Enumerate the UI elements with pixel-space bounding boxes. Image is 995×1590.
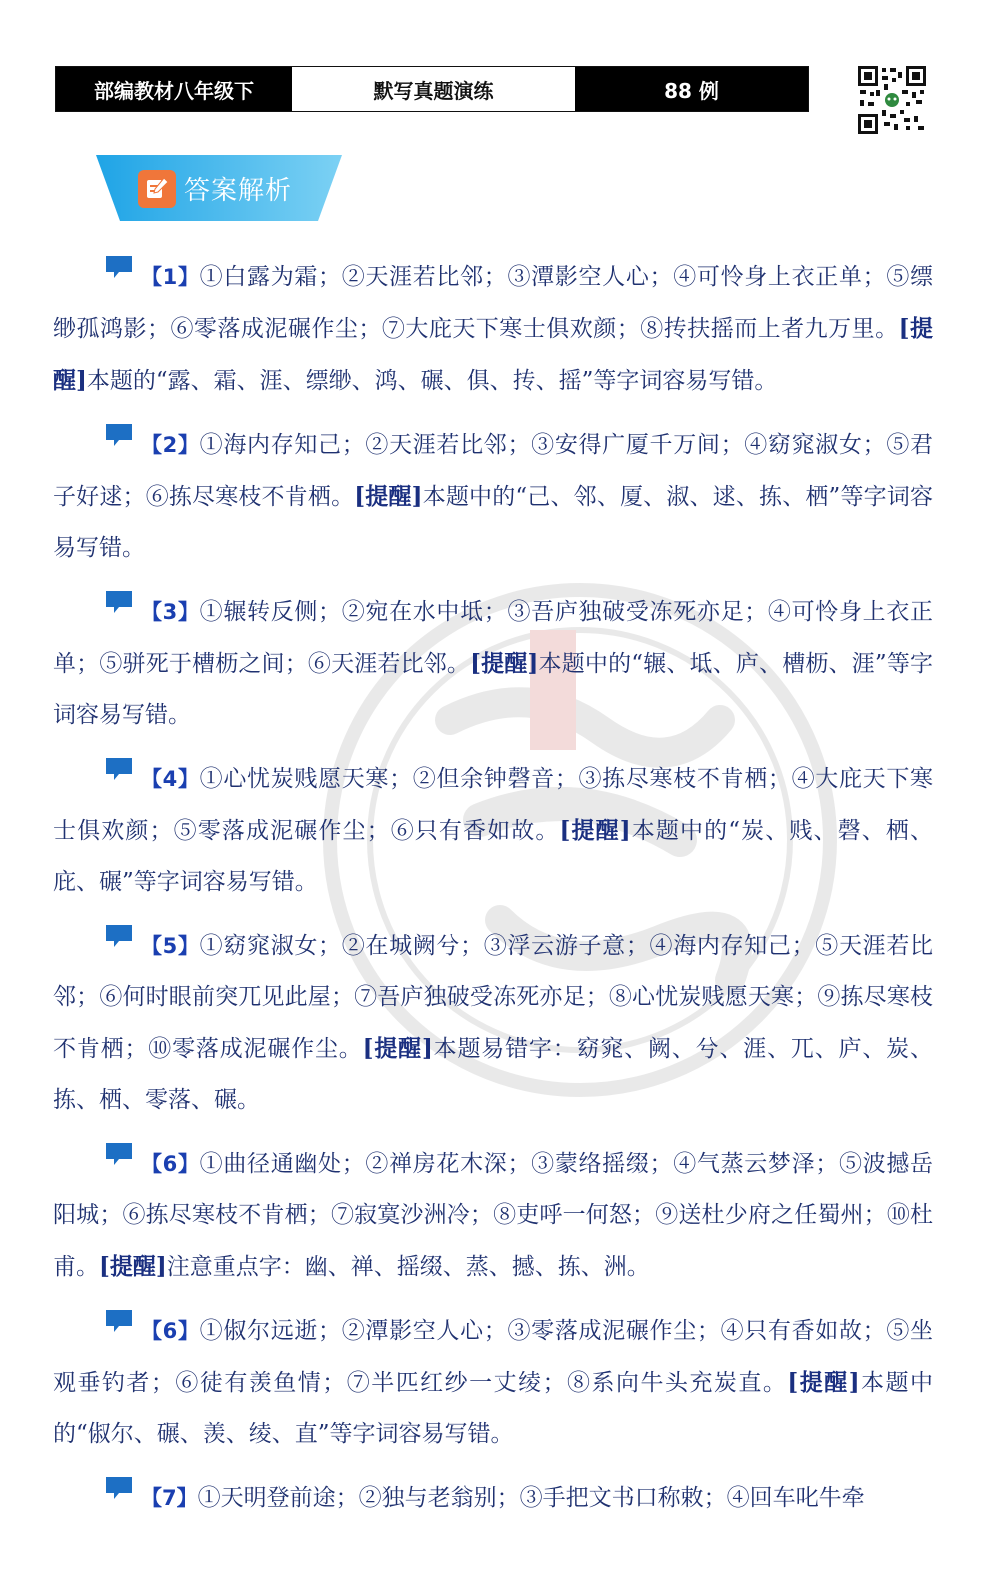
tip-label: [提醒] — [787, 1369, 860, 1396]
item-answer: ①辗转反侧；②宛在水中坻；③吾庐独破受冻死亦足；④可怜身上衣正单；⑤骈死于槽枥之间；⑥天涯若比邻。 — [53, 599, 933, 677]
list-item — [53, 921, 933, 1126]
item-answer: ①海内存知己；②天涯若比邻；③安得广厦千万间；④窈窕淑女；⑤君子好逑；⑥拣尽寒枝不肯栖。 — [53, 432, 933, 510]
tip-label: [提醒] — [53, 315, 933, 394]
list-item — [53, 1139, 933, 1293]
item-answer: ①窈窕淑女；②在城阙兮；③浮云游子意；④海内存知己；⑤天涯若比邻；⑥何时眼前突兀见此屋；⑦吾庐独破受冻死亦足；⑧心忧炭贱愿天寒；⑨拣尽寒枝不肯栖；⑩零落成泥碾作尘。 — [53, 933, 933, 1062]
tip-label: [提醒] — [559, 817, 631, 844]
pencil-note-icon — [138, 170, 176, 208]
list-item — [53, 587, 933, 741]
speech-bubble-icon — [105, 757, 133, 781]
tip-text: 注意重点字：幽、禅、摇缀、蒸、撼、拣、洲。 — [166, 1254, 650, 1280]
item-number: 【6】 — [141, 1319, 200, 1343]
list-item — [53, 1473, 933, 1524]
header-count: 88 例 — [575, 67, 808, 111]
speech-bubble-icon — [105, 423, 133, 447]
item-number: 【5】 — [141, 934, 200, 958]
header-title: 默写真题演练 — [292, 67, 575, 111]
item-answer: ①俶尔远逝；②潭影空人心；③零落成泥碾作尘；④只有香如故；⑤坐观垂钓者；⑥徒有羡鱼情；⑦半匹红纱一丈绫；⑧系向牛头充炭直。 — [53, 1318, 933, 1396]
section-title: 答案解析 — [184, 176, 293, 206]
header-textbook: 部编教材八年级下 — [56, 67, 292, 111]
item-answer: ①白露为霜；②天涯若比邻；③潭影空人心；④可怜身上衣正单；⑤缥缈孤鸿影；⑥零落成泥碾作尘；⑦大庇天下寒士俱欢颜；⑧抟扶摇而上者九万里。 — [53, 264, 933, 342]
speech-bubble-icon — [105, 924, 133, 948]
answer-list — [53, 252, 933, 1537]
tip-text: 本题的“露、霜、涯、缥缈、鸿、碾、俱、抟、摇”等字词容易写错。 — [86, 368, 778, 394]
list-item — [53, 252, 933, 407]
tip-text: 本题中的“己、邻、厦、淑、逑、拣、栖”等字词容易写错。 — [53, 484, 933, 561]
tip-label: [提醒] — [354, 483, 423, 510]
speech-bubble-icon — [105, 1309, 133, 1333]
item-number: 【2】 — [141, 433, 200, 457]
page-header — [55, 66, 809, 112]
speech-bubble-icon — [105, 1476, 133, 1500]
item-answer: ①天明登前途；②独与老翁别；③手把文书口称敕；④回车叱牛牵 — [197, 1485, 865, 1511]
list-item — [53, 1306, 933, 1460]
item-number: 【4】 — [141, 767, 200, 791]
tip-label: [提醒] — [99, 1253, 167, 1280]
list-item — [53, 420, 933, 574]
item-number: 【7】 — [141, 1486, 198, 1510]
tip-text: 本题中的“俶尔、碾、羡、绫、直”等字词容易写错。 — [53, 1370, 934, 1447]
item-number: 【3】 — [141, 600, 200, 624]
tip-label: [提醒] — [362, 1035, 433, 1062]
qr-code-icon[interactable] — [858, 66, 926, 134]
list-item — [53, 754, 933, 908]
speech-bubble-icon — [105, 590, 133, 614]
item-answer: ①心忧炭贱愿天寒；②但余钟磬音；③拣尽寒枝不肯栖；④大庇天下寒士俱欢颜；⑤零落成泥碾作尘；⑥只有香如故。 — [53, 766, 933, 844]
tip-label: [提醒] — [470, 650, 539, 677]
tip-text: 本题中的“辗、坻、庐、槽枥、涯”等字词容易写错。 — [53, 651, 933, 728]
tip-text: 本题易错字：窈窕、阙、兮、涯、兀、庐、炭、拣、栖、零落、碾。 — [53, 1036, 934, 1113]
item-number: 【6】 — [141, 1152, 200, 1176]
item-answer: ①曲径通幽处；②禅房花木深；③蒙络摇缀；④气蒸云梦泽；⑤波撼岳阳城；⑥拣尽寒枝不肯栖；⑦寂寞沙洲冷；⑧吏呼一何怒；⑨送杜少府之任蜀州；⑩杜甫。 — [53, 1151, 933, 1280]
speech-bubble-icon — [105, 255, 133, 279]
tip-text: 本题中的“炭、贱、磬、栖、庇、碾”等字词容易写错。 — [53, 818, 934, 895]
item-number: 【1】 — [141, 265, 200, 289]
speech-bubble-icon — [105, 1142, 133, 1166]
